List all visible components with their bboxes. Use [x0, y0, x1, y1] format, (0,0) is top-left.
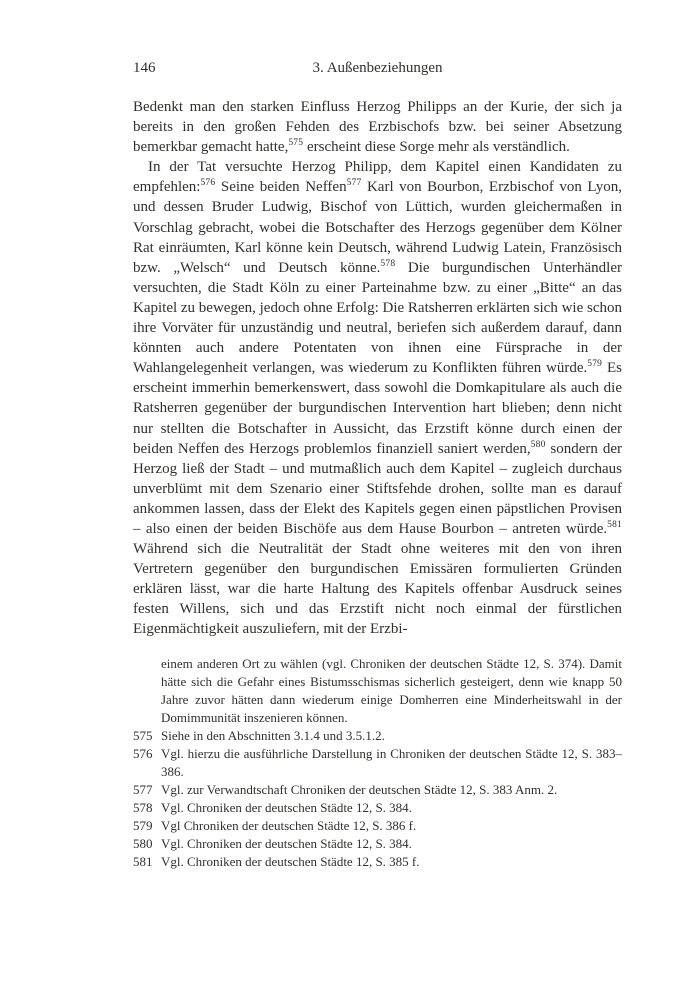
running-title: 3. Außenbeziehungen [312, 60, 443, 76]
footnote-text: Vgl. Chroniken der deutschen Städte 12, S. 384. [161, 799, 412, 815]
footnote-number: 579 [133, 817, 153, 833]
page-number: 146 [133, 60, 156, 76]
body-text [133, 97, 622, 640]
footnote-number: 577 [133, 781, 153, 797]
footnote-marker: 580 [530, 439, 546, 450]
footnote-number: 578 [133, 799, 153, 815]
footnote-number: 581 [133, 853, 153, 869]
footnote-marker: 577 [346, 178, 362, 189]
footnote-text: Siehe in den Abschnitten 3.1.4 und 3.5.1.2. [161, 727, 385, 743]
footnote-text: Vgl. hierzu die ausführliche Darstellung in Chroniken der deutschen Städte 12, S. 383–386. [161, 745, 622, 779]
footnote-item [133, 745, 622, 781]
footnote-number: 576 [133, 745, 153, 761]
footnote-text: Vgl Chroniken der deutschen Städte 12, S. 386 f. [161, 817, 417, 833]
body-paragraph: Bedenkt man den starken Einfluss Herzog Philipps an der Kurie, der sich ja bereits in den großen Fehden des Erzbischofs bzw. bei seiner Absetzung bemerkbar gemacht hatte,$^{575}$ erscheint diese Sorge mehr als verständlich. [133, 99, 622, 156]
footnote-text: einem anderen Ort zu wählen (vgl. Chroniken der deutschen Städte 12, S. 374). Damit hätte sich die Gefahr eines Bistumsschismas sicherlich gesteigert, denn wie knapp 50 Jahre zuvor hätten dann wiederum einige Domherren eine Minderheitswahl in der Domimmunität inszenieren können. [161, 655, 622, 725]
footnote-item [133, 781, 622, 799]
footnote-text: Vgl. Chroniken der deutschen Städte 12, S. 385 f. [161, 853, 420, 869]
footnote-item [133, 853, 622, 871]
footnote-text: Vgl. Chroniken der deutschen Städte 12, S. 384. [161, 835, 412, 851]
footnote-marker: 578 [380, 258, 396, 269]
footnote-marker: 576 [200, 178, 216, 189]
footnote-item [133, 817, 622, 835]
footnote-item [133, 835, 622, 853]
body-paragraph: In der Tat versuchte Herzog Philipp, dem Kapitel einen Kandidaten zu empfehlen:$^{576}$ Seine beiden Neffen$^{577}$ Karl von Bourbon, Erzbischof von Lyon, und dessen Bruder Ludwig, Bischof von Lüttich, wurden gleichermaßen in Vorschlag gebracht, wobei die Botschafter des Herzogs gegenüber dem Kölner Rat einräumten, Karl könne kein Deutsch, während Ludwig Latein, Französisch bzw. „Welsch“ und Deutsch könne.$^{578}$ Die burgundischen Unterhändler versuchten, die Stadt Köln zu einer Parteinahme bzw. zu einer „Bitte“ an das Kapitel zu bewegen, jedoch ohne Erfolg: Die Ratsherren erklärten sich wie schon ihre Vorväter für unzuständig und neutral, beriefen sich außerdem darauf, dann könnten auch andere Potentaten von ihnen eine Fürsprache in der Wahlangelegenheit verlangen, was wiederum zu Konflikten führen würde.$^{579}$ Es erscheint immerhin bemerkenswert, dass sowohl die Domkapitulare als auch die Ratsherren gegenüber der burgundischen Intervention hart blieben; denn nicht nur stellten die Botschafter in Aussicht, das Erzstift könne durch einen der beiden Neffen des Herzogs problemlos finanziell saniert werden,$^{580}$ sondern der Herzog ließ der Stadt – und mutmaßlich auch dem Kapitel – zugleich durchaus unverblümt mit dem Szenario einer Stiftsfehde drohen, sollte man es darauf ankommen lassen, dass der Elekt des Kapitels gegen einen päpstlichen Provisen – also einen der beiden Bischöfe aus dem Hause Bourbon – antreten würde.$^{581}$ Während sich die Neutralität der Stadt ohne weiteres mit den von ihren Vertretern gegenüber den burgundischen Emissären formulierten Gründen erklären lässt, war die harte Haltung des Kapitels offenbar Ausdruck seines festen Willens, sich und das Erzstift nicht noch einmal der fürstlichen Eigenmächtigkeit auszuliefern, mit der Erzbi- [133, 159, 622, 638]
footnotes-section [133, 655, 622, 871]
running-header [133, 58, 622, 78]
footnote-number: 575 [133, 727, 153, 743]
footnote-marker: 581 [607, 519, 622, 530]
footnote-number [133, 655, 161, 727]
footnote-item [133, 799, 622, 817]
page-content [133, 58, 622, 871]
footnote-marker: 579 [587, 359, 603, 370]
footnote-text: Vgl. zur Verwandtschaft Chroniken der deutschen Städte 12, S. 383 Anm. 2. [161, 781, 558, 797]
footnote-marker: 575 [288, 138, 304, 149]
footnote-number: 580 [133, 835, 153, 851]
footnote-continuation [133, 655, 622, 727]
footnote-item [133, 727, 622, 745]
